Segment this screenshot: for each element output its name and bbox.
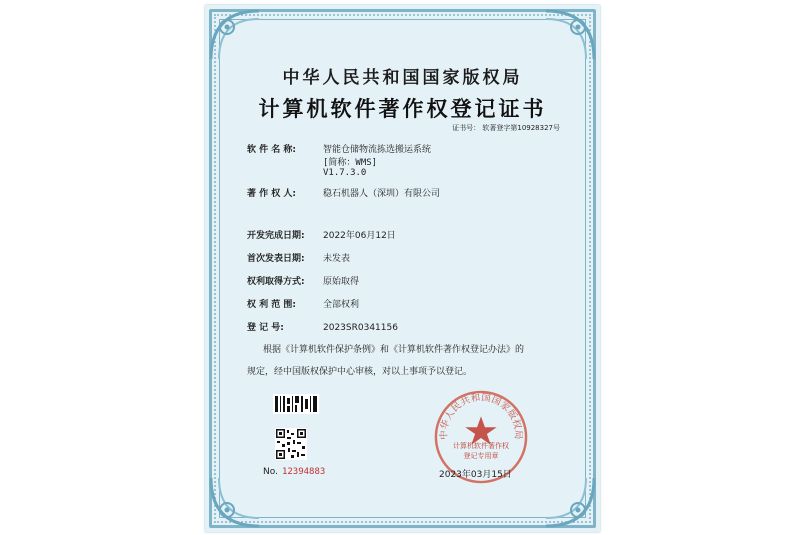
field-value: 未发表 [323,254,351,264]
seal-arc-text: 中华人民共和国国家版权局 [438,392,524,440]
field-acquisition-method [247,274,359,287]
field-value: 2023SR0341156 [323,323,398,333]
software-abbreviation: [简称：WMS] [323,158,378,168]
field-label: 软 件 名 称: [247,145,296,155]
seal-caption-line2: 登记专用章 [463,452,499,460]
serial-label: No. [263,467,278,477]
software-version: V1.7.3.0 [323,168,367,178]
field-label: 登 记 号: [247,323,284,333]
field-completion-date [247,228,396,241]
barcode-icon [273,394,319,414]
corner-ornament-icon [207,474,263,530]
legal-statement-line1: 根据《计算机软件保护条例》和《计算机软件著作权登记办法》的 [263,345,525,355]
field-value: 原始取得 [323,277,360,287]
corner-ornament-icon [207,7,263,63]
field-label: 权利取得方式: [247,277,305,287]
certificate [205,5,600,532]
issuer-title: 中华人民共和国国家版权局 [282,68,523,88]
field-value: 2022年06月12日 [323,231,396,241]
field-label: 权 利 范 围: [247,300,296,310]
field-label: 著 作 权 人: [247,189,296,199]
field-registration-number [247,320,398,333]
qr-code-icon [275,428,307,460]
field-software-name [247,142,431,155]
corner-ornament-icon [542,7,598,63]
serial-value: 12394883 [281,467,326,477]
field-value: 智能仓储物流拣选搬运系统 [323,145,432,155]
legal-statement-line2: 规定，经中国版权保护中心审核，对以上事项予以登记。 [247,367,473,377]
certificate-title: 计算机软件著作权登记证书 [258,96,547,121]
field-rights-scope [247,297,359,310]
corner-ornament-icon [542,474,598,530]
serial-number [263,467,325,477]
issue-date: 2023年03月15日 [439,470,512,480]
legal-statement [247,339,560,383]
field-value: 稳石机器人（深圳）有限公司 [323,189,441,199]
field-label: 开发完成日期: [247,231,305,241]
field-label: 首次发表日期: [247,254,305,264]
certificate-number: 证书号： 软著登字第10928327号 [452,124,560,132]
field-value: 全部权利 [323,300,360,310]
field-copyright-owner [247,186,440,199]
field-publication-date [247,251,350,264]
seal-caption-line1: 计算机软件著作权 [453,442,509,450]
